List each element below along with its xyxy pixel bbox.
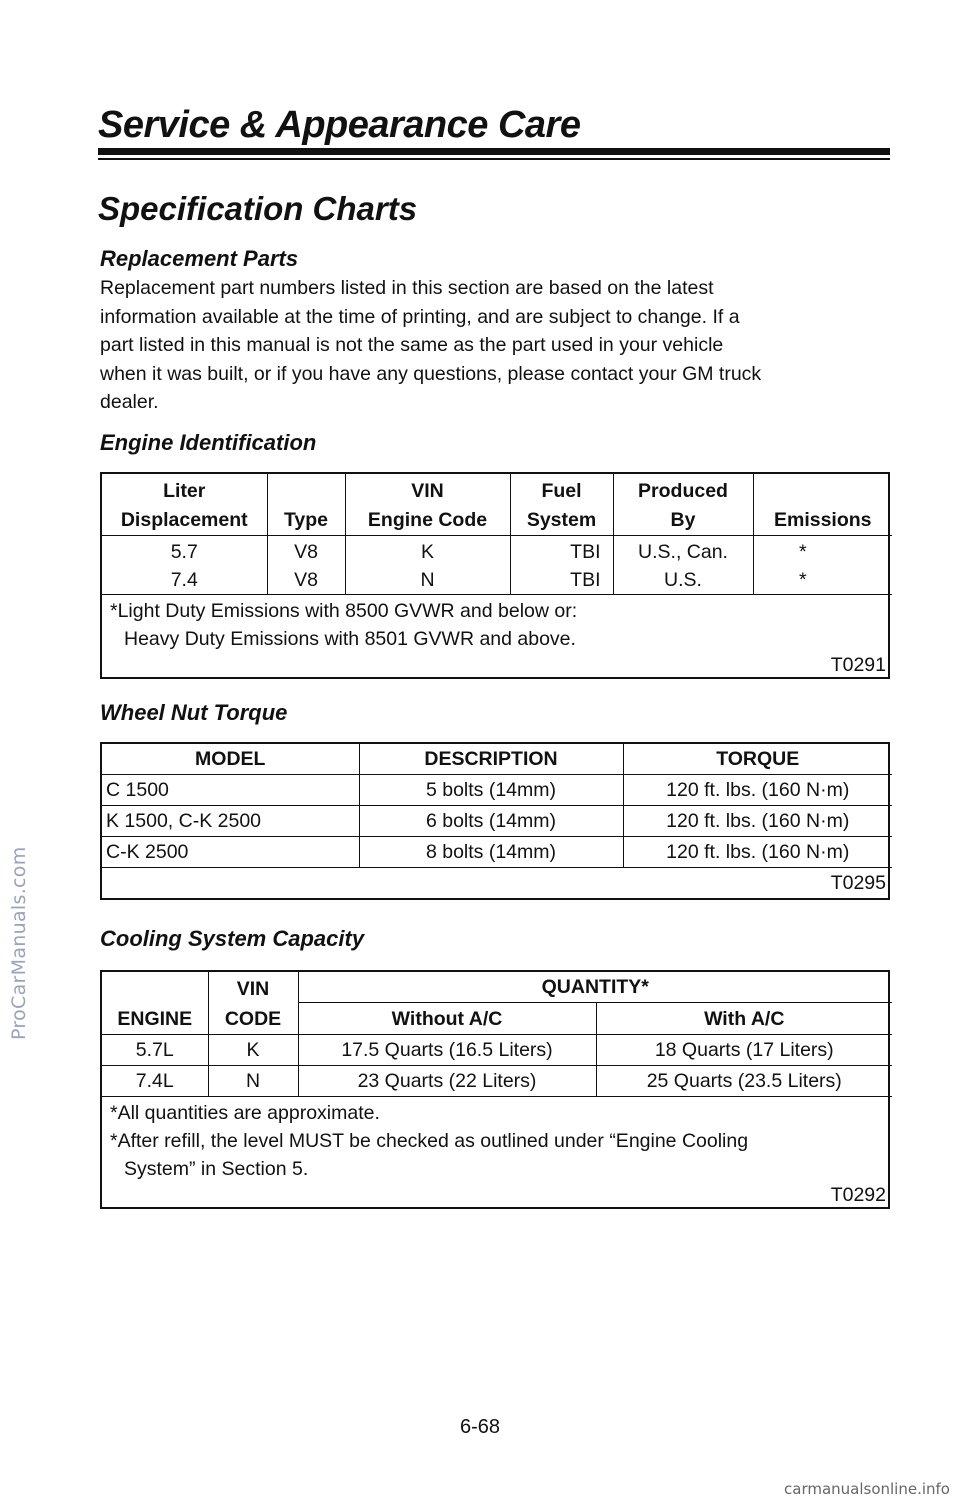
header-description: DESCRIPTION	[359, 744, 623, 775]
header-without-ac: Without A/C	[298, 1003, 596, 1035]
table-cell: 18 Quarts (17 Liters)	[596, 1035, 892, 1066]
header-quantity: QUANTITY*	[298, 972, 892, 1003]
paragraph-line: part listed in this manual is not the same as the part used in your vehicle	[100, 334, 724, 356]
cooling-system-capacity-table	[102, 972, 892, 1097]
table-cell: 120 ft. lbs. (160 N·m)	[623, 837, 892, 868]
paragraph-line: when it was built, or if you have any questions, please contact your GM truck	[100, 362, 762, 385]
page-number: 6-68	[459, 1416, 501, 1438]
engine-identification-table	[102, 474, 892, 595]
header-liter-displacement: Liter Displacement	[102, 474, 267, 536]
header-torque: TORQUE	[623, 744, 892, 775]
wheel-nut-torque-chart	[100, 742, 890, 900]
table-cell: 7.4L	[102, 1066, 208, 1097]
engine-identification-chart	[100, 472, 890, 679]
header-rule-thin	[98, 158, 890, 160]
table-row	[102, 536, 892, 595]
table-cell: 120 ft. lbs. (160 N·m)	[623, 806, 892, 837]
footnote: *Light Duty Emissions with 8500 GVWR and below or:	[110, 600, 578, 622]
table-cell: 23 Quarts (22 Liters)	[298, 1066, 596, 1097]
page-header-title: Service & Appearance Care	[98, 104, 581, 146]
table-cell: K	[208, 1035, 298, 1066]
table-cell: TBI TBI	[510, 536, 613, 595]
footnote: *After refill, the level MUST be checked as outlined under “Engine Cooling	[110, 1130, 749, 1152]
footnote: Heavy Duty Emissions with 8501 GVWR and above.	[124, 628, 576, 650]
table-code: T0295	[830, 872, 886, 894]
table-cell: 5 bolts (14mm)	[359, 775, 623, 806]
table-row	[102, 837, 892, 868]
table-code: T0291	[830, 654, 886, 676]
table-cell: K N	[345, 536, 510, 595]
replacement-parts-paragraph	[100, 274, 900, 417]
header-with-ac: With A/C	[596, 1003, 892, 1035]
table-cell: 25 Quarts (23.5 Liters)	[596, 1066, 892, 1097]
table-cell: V8 V8	[267, 536, 345, 595]
table-cell: 5.7L	[102, 1035, 208, 1066]
table-row	[102, 1035, 892, 1066]
table-cell: C 1500	[102, 775, 359, 806]
paragraph-line: Replacement part numbers listed in this section are based on the latest	[100, 277, 714, 299]
cooling-system-notes	[102, 1097, 888, 1183]
table-cell: 5.7 7.4	[102, 536, 267, 595]
table-header-row	[102, 474, 892, 536]
table-header-row	[102, 744, 892, 775]
section-title: Specification Charts	[98, 190, 418, 227]
table-cell: 120 ft. lbs. (160 N·m)	[623, 775, 892, 806]
table-row	[102, 806, 892, 837]
paragraph-line: information available at the time of printing, and are subject to change. If a	[100, 305, 740, 328]
replacement-parts-heading: Replacement Parts	[100, 246, 299, 271]
table-cell: 8 bolts (14mm)	[359, 837, 623, 868]
header-engine: ENGINE	[102, 972, 208, 1035]
paragraph-line: dealer.	[100, 391, 159, 413]
header-type: Type	[267, 474, 345, 536]
table-header-row	[102, 972, 892, 1003]
header-model: MODEL	[102, 744, 359, 775]
header-rule	[98, 148, 890, 155]
footnote: *All quantities are approximate.	[110, 1102, 380, 1124]
table-cell: 17.5 Quarts (16.5 Liters)	[298, 1035, 596, 1066]
table-cell: N	[208, 1066, 298, 1097]
table-cell: 6 bolts (14mm)	[359, 806, 623, 837]
header-emissions: Emissions	[753, 474, 892, 536]
table-row	[102, 1066, 892, 1097]
header-vin-engine-code: VIN Engine Code	[345, 474, 510, 536]
header-fuel-system: Fuel System	[510, 474, 613, 536]
header-produced-by: Produced By	[613, 474, 753, 536]
table-row	[102, 775, 892, 806]
table-cell: C-K 2500	[102, 837, 359, 868]
footer-watermark: carmanualsonline.info	[784, 1480, 950, 1498]
header-vin-code: VIN CODE	[208, 972, 298, 1035]
wheel-nut-torque-heading: Wheel Nut Torque	[100, 700, 288, 725]
cooling-system-capacity-chart	[100, 970, 890, 1209]
table-cell: K 1500, C-K 2500	[102, 806, 359, 837]
wheel-nut-torque-table	[102, 744, 892, 868]
engine-identification-heading: Engine Identification	[100, 430, 317, 455]
table-cell: * *	[753, 536, 892, 595]
footnote: System” in Section 5.	[124, 1158, 309, 1180]
side-watermark: ProCarManuals.com	[8, 846, 30, 1040]
table-cell: U.S., Can. U.S.	[613, 536, 753, 595]
cooling-system-capacity-heading: Cooling System Capacity	[100, 926, 365, 951]
engine-identification-notes	[102, 595, 888, 653]
table-code: T0292	[830, 1184, 886, 1206]
